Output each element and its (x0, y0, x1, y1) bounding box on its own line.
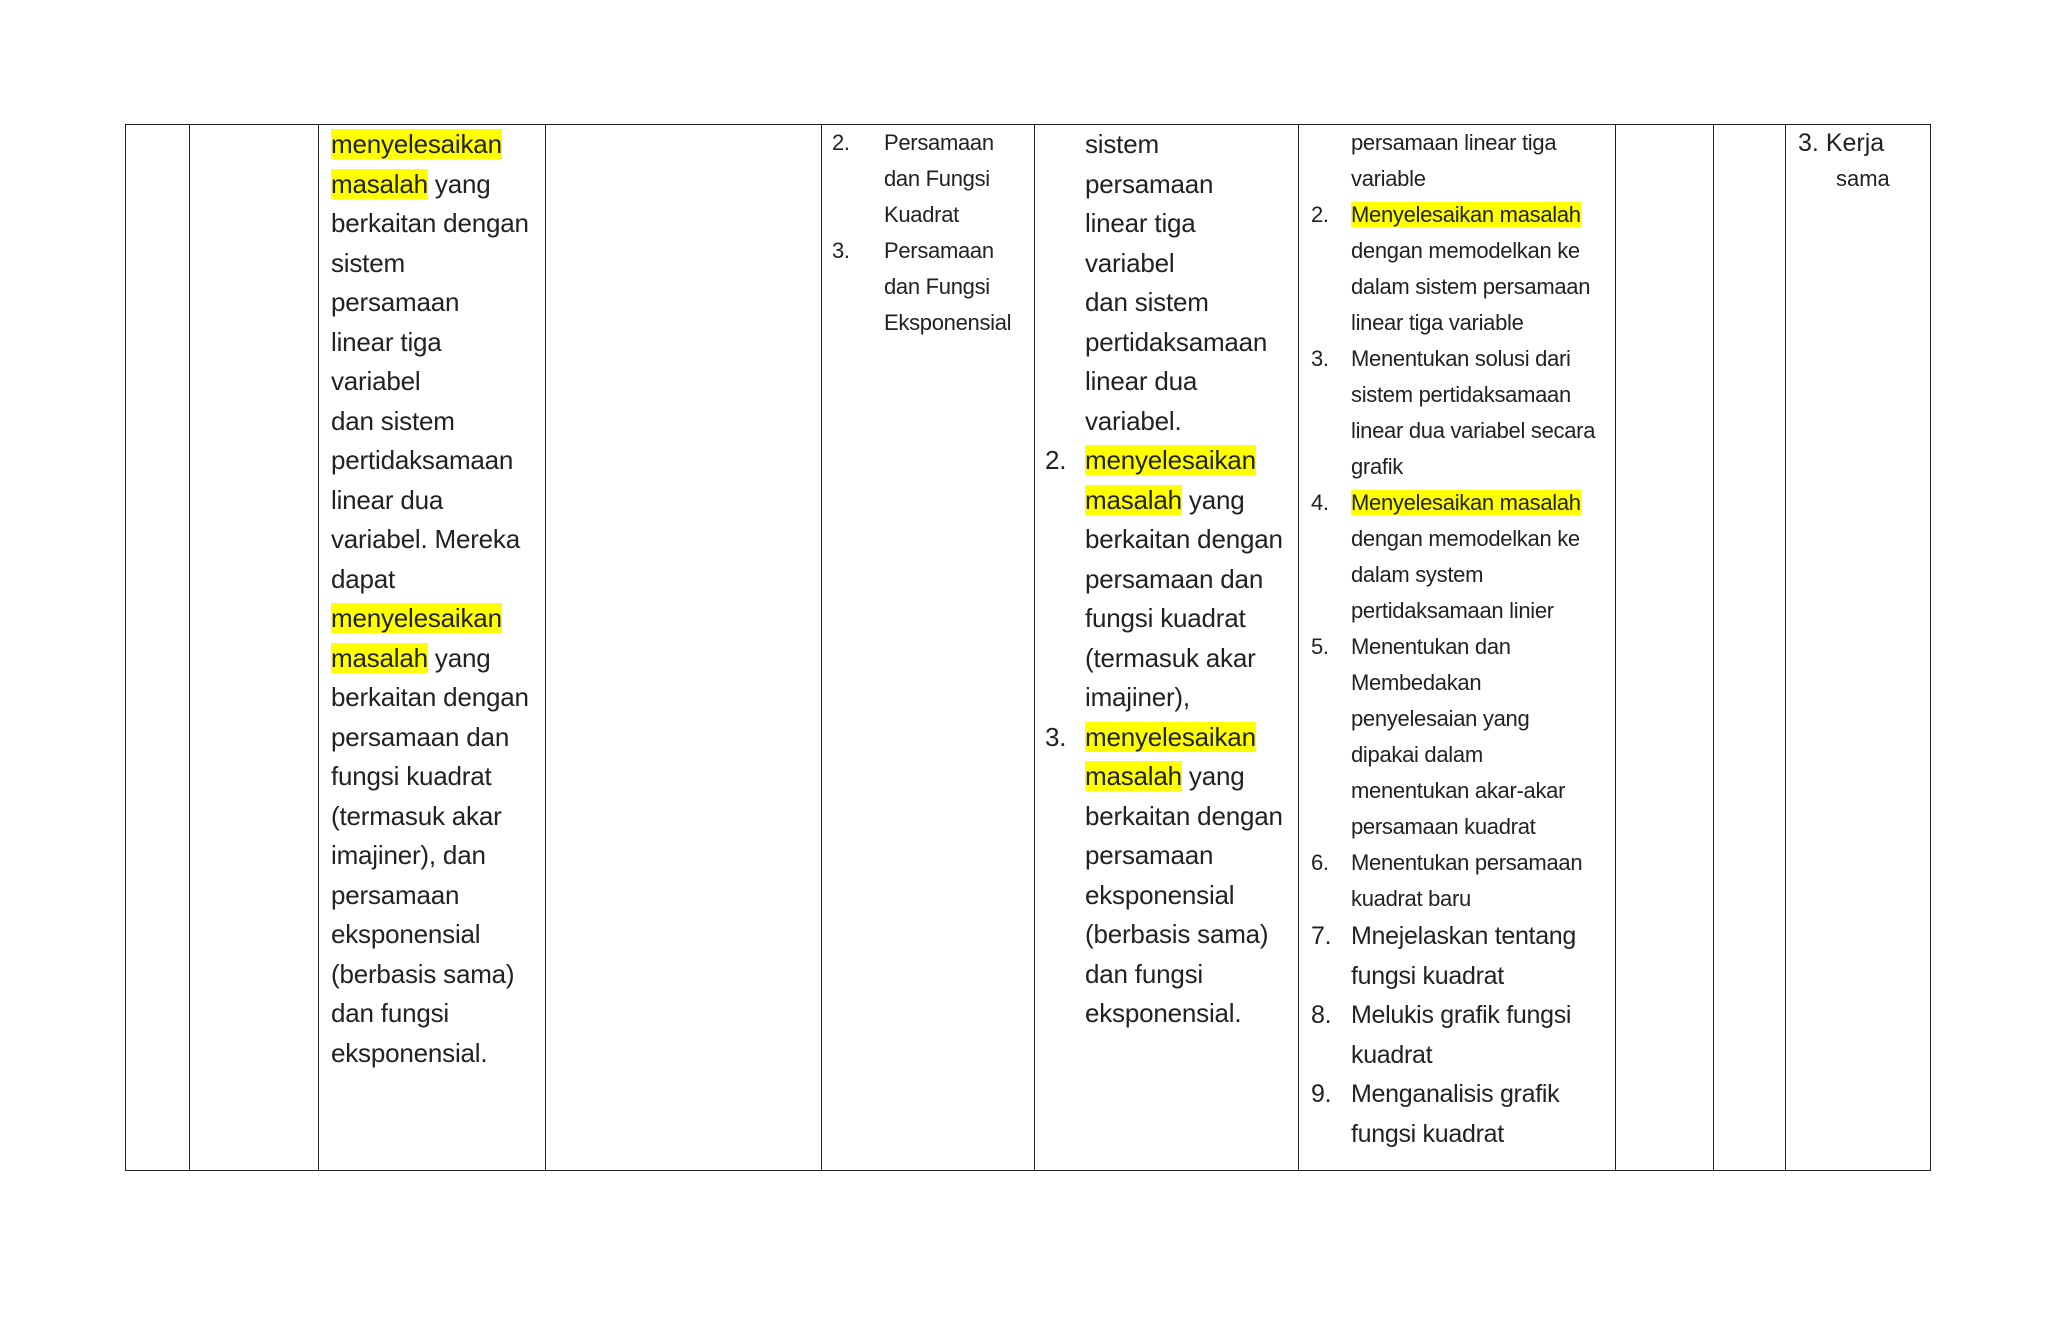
indicator-item (1311, 845, 1603, 917)
item-line: linear dua variabel secara (1351, 418, 1596, 443)
item-line: pertidaksamaan (1085, 326, 1268, 357)
highlighted-text: Menyelesaikan masalah (1351, 202, 1581, 227)
item-line: linear dua (1085, 366, 1198, 396)
cell-col-9 (1714, 125, 1786, 1171)
line-text: linear dua (331, 484, 444, 515)
item-line: dengan memodelkan ke (1351, 526, 1580, 551)
item-line: imajiner), (1085, 682, 1190, 712)
item-line: linear tiga variable (1351, 310, 1524, 335)
item-line: persamaan kuadrat (1351, 814, 1536, 839)
item-line: dan sistem (1085, 287, 1209, 317)
text-line (331, 599, 537, 639)
item-line: berkaitan dengan (1085, 524, 1283, 554)
text-line (331, 165, 537, 205)
highlighted-text: menyelesaikan (1085, 721, 1256, 752)
item-line (1351, 485, 1603, 521)
line-text: persamaan (331, 879, 460, 910)
cell-col-3 (319, 125, 546, 1171)
cell-col-10 (1786, 125, 1931, 1171)
document-table (125, 124, 1931, 1171)
attitude-item-cont: sama (1836, 166, 1890, 191)
text-line (331, 125, 537, 165)
cell-col-6 (1035, 125, 1299, 1171)
line-text: berkaitan dengan (331, 682, 529, 712)
item-line: Menentukan persamaan (1351, 850, 1583, 875)
text-line (331, 204, 537, 244)
item-line: Membedakan (1351, 670, 1482, 695)
objective-item (1045, 441, 1286, 718)
item-line: eksponensial (1085, 879, 1235, 910)
cell-col-8 (1616, 125, 1714, 1171)
indicator-item (1311, 1075, 1603, 1154)
indicator-items (1311, 197, 1603, 1154)
item-number: 6. (1311, 850, 1329, 875)
item-line: Menentukan solusi dari (1351, 346, 1571, 371)
objective-items (1045, 441, 1286, 1034)
item-line: fungsi kuadrat (1351, 1119, 1504, 1148)
item-line: kuadrat baru (1351, 886, 1471, 911)
text-line (331, 678, 537, 718)
item-line: (berbasis sama) (1085, 919, 1269, 949)
highlighted-text: menyelesaikan (331, 129, 502, 159)
line-text: (termasuk akar (331, 800, 502, 831)
text-line (331, 323, 537, 402)
text-line (331, 560, 537, 600)
cell-col-5 (822, 125, 1035, 1171)
item-line: linear tiga variabel (1085, 208, 1196, 278)
line-text: variabel. Mereka (331, 524, 520, 554)
line-text: linear tiga variabel (331, 326, 442, 396)
item-line: Menganalisis grafik (1351, 1080, 1560, 1108)
text-line (331, 797, 537, 837)
cell-col-2 (190, 125, 319, 1171)
item-line: kuadrat (1351, 1040, 1433, 1069)
item-number: 3. (832, 238, 850, 263)
indicator-item (1311, 629, 1603, 845)
item-line: persamaan linear tiga (1351, 130, 1557, 155)
line-suffix: yang (427, 642, 491, 673)
attitude-item: 3. Kerja (1798, 129, 1885, 157)
item-line: (termasuk akar (1085, 642, 1256, 673)
highlighted-text: menyelesaikan (1085, 445, 1256, 475)
highlighted-text: masalah (331, 642, 428, 673)
line-text: eksponensial. (331, 1037, 488, 1068)
item-number: 3. (1045, 721, 1067, 752)
text-line (331, 244, 537, 323)
item-line: dengan memodelkan ke (1351, 238, 1580, 263)
material-item (832, 125, 1022, 233)
item-line (1351, 197, 1603, 233)
cell-col-1 (126, 125, 190, 1171)
item-number: 2. (1311, 202, 1329, 227)
indicator-item (1311, 917, 1603, 996)
item-line: dan Fungsi (884, 166, 990, 191)
item-line: fungsi kuadrat (1085, 603, 1246, 633)
objective-item (1045, 718, 1286, 1034)
material-item (832, 233, 1022, 341)
indicator-item (1311, 485, 1603, 629)
item-number: 7. (1311, 922, 1332, 950)
text-line (331, 639, 537, 679)
item-line: persamaan (1085, 840, 1214, 870)
item-line (1085, 757, 1286, 797)
item-line: sistem pertidaksamaan (1351, 382, 1571, 407)
item-line (1085, 718, 1286, 758)
indicator-lead (1311, 125, 1603, 197)
line-text: persamaan dan (331, 721, 510, 752)
item-number: 3. (1311, 346, 1329, 371)
line-text: imajiner), dan (331, 840, 486, 870)
item-line: fungsi kuadrat (1351, 961, 1504, 990)
line-text: dapat (331, 563, 396, 594)
highlighted-text: masalah (1085, 761, 1182, 791)
item-line: persamaan dan (1085, 563, 1264, 594)
highlighted-text: menyelesaikan (331, 603, 502, 633)
item-number: 2. (1045, 445, 1067, 475)
text-line (331, 876, 537, 916)
item-line: grafik (1351, 454, 1403, 479)
item-line: dan Fungsi (884, 274, 990, 299)
item-line: penyelesaian yang (1351, 706, 1530, 731)
highlighted-text: masalah (331, 168, 428, 199)
item-line: berkaitan dengan (1085, 800, 1283, 831)
text-line (331, 757, 537, 797)
highlighted-text: Menyelesaikan masalah (1351, 490, 1581, 515)
objective-lead (1045, 125, 1286, 441)
item-line: Menentukan dan (1351, 634, 1511, 659)
item-line: variabel. (1085, 405, 1182, 436)
item-number: 2. (832, 130, 850, 155)
line-text: sistem persamaan (331, 247, 460, 317)
line-text: pertidaksamaan (331, 445, 514, 475)
text-line (331, 1034, 537, 1074)
highlighted-text: masalah (1085, 484, 1182, 515)
item-line: eksponensial. (1085, 998, 1242, 1028)
item-line: pertidaksamaan linier (1351, 598, 1554, 623)
item-line: variable (1351, 166, 1426, 191)
objective-list (1035, 125, 1298, 1034)
indicator-list (1299, 125, 1615, 1154)
item-line: dan fungsi (1085, 958, 1203, 989)
line-text: eksponensial (331, 919, 481, 949)
item-line: dalam sistem persamaan (1351, 274, 1591, 299)
line-suffix: yang (1181, 761, 1245, 791)
item-line (1085, 441, 1286, 481)
item-number: 5. (1311, 634, 1329, 659)
line-text: dan sistem (331, 405, 455, 436)
item-number: 9. (1311, 1080, 1332, 1108)
item-line: Eksponensial (884, 310, 1012, 335)
competency-text (319, 125, 545, 1073)
line-text: fungsi kuadrat (331, 761, 492, 791)
item-line: sistem persamaan (1085, 129, 1214, 199)
text-line (331, 402, 537, 442)
text-line (331, 994, 537, 1034)
item-line: Persamaan (884, 238, 994, 263)
line-text: dan fungsi (331, 998, 449, 1028)
indicator-item (1311, 996, 1603, 1075)
item-line: Melukis grafik fungsi (1351, 1001, 1572, 1029)
text-line (331, 955, 537, 995)
item-number: 8. (1311, 1001, 1332, 1029)
text-line (331, 441, 537, 481)
line-suffix: yang (1181, 484, 1245, 515)
text-line (331, 718, 537, 758)
text-line (331, 481, 537, 521)
material-list (832, 125, 1022, 341)
line-suffix: yang (427, 168, 491, 199)
item-line (1085, 481, 1286, 521)
item-line: Persamaan (884, 130, 994, 155)
item-line: dalam system (1351, 562, 1484, 587)
text-line (331, 836, 537, 876)
indicator-item (1311, 341, 1603, 485)
cell-col-4 (546, 125, 822, 1171)
item-line: dipakai dalam (1351, 742, 1483, 767)
text-line (331, 520, 537, 560)
item-line: Kuadrat (884, 202, 959, 227)
item-line: Mnejelaskan tentang (1351, 922, 1577, 950)
item-number: 4. (1311, 490, 1329, 515)
cell-col-7 (1299, 125, 1616, 1171)
text-line (331, 915, 537, 955)
line-text: (berbasis sama) (331, 958, 515, 989)
indicator-item (1311, 197, 1603, 341)
line-text: berkaitan dengan (331, 208, 529, 238)
item-line: menentukan akar-akar (1351, 778, 1566, 803)
